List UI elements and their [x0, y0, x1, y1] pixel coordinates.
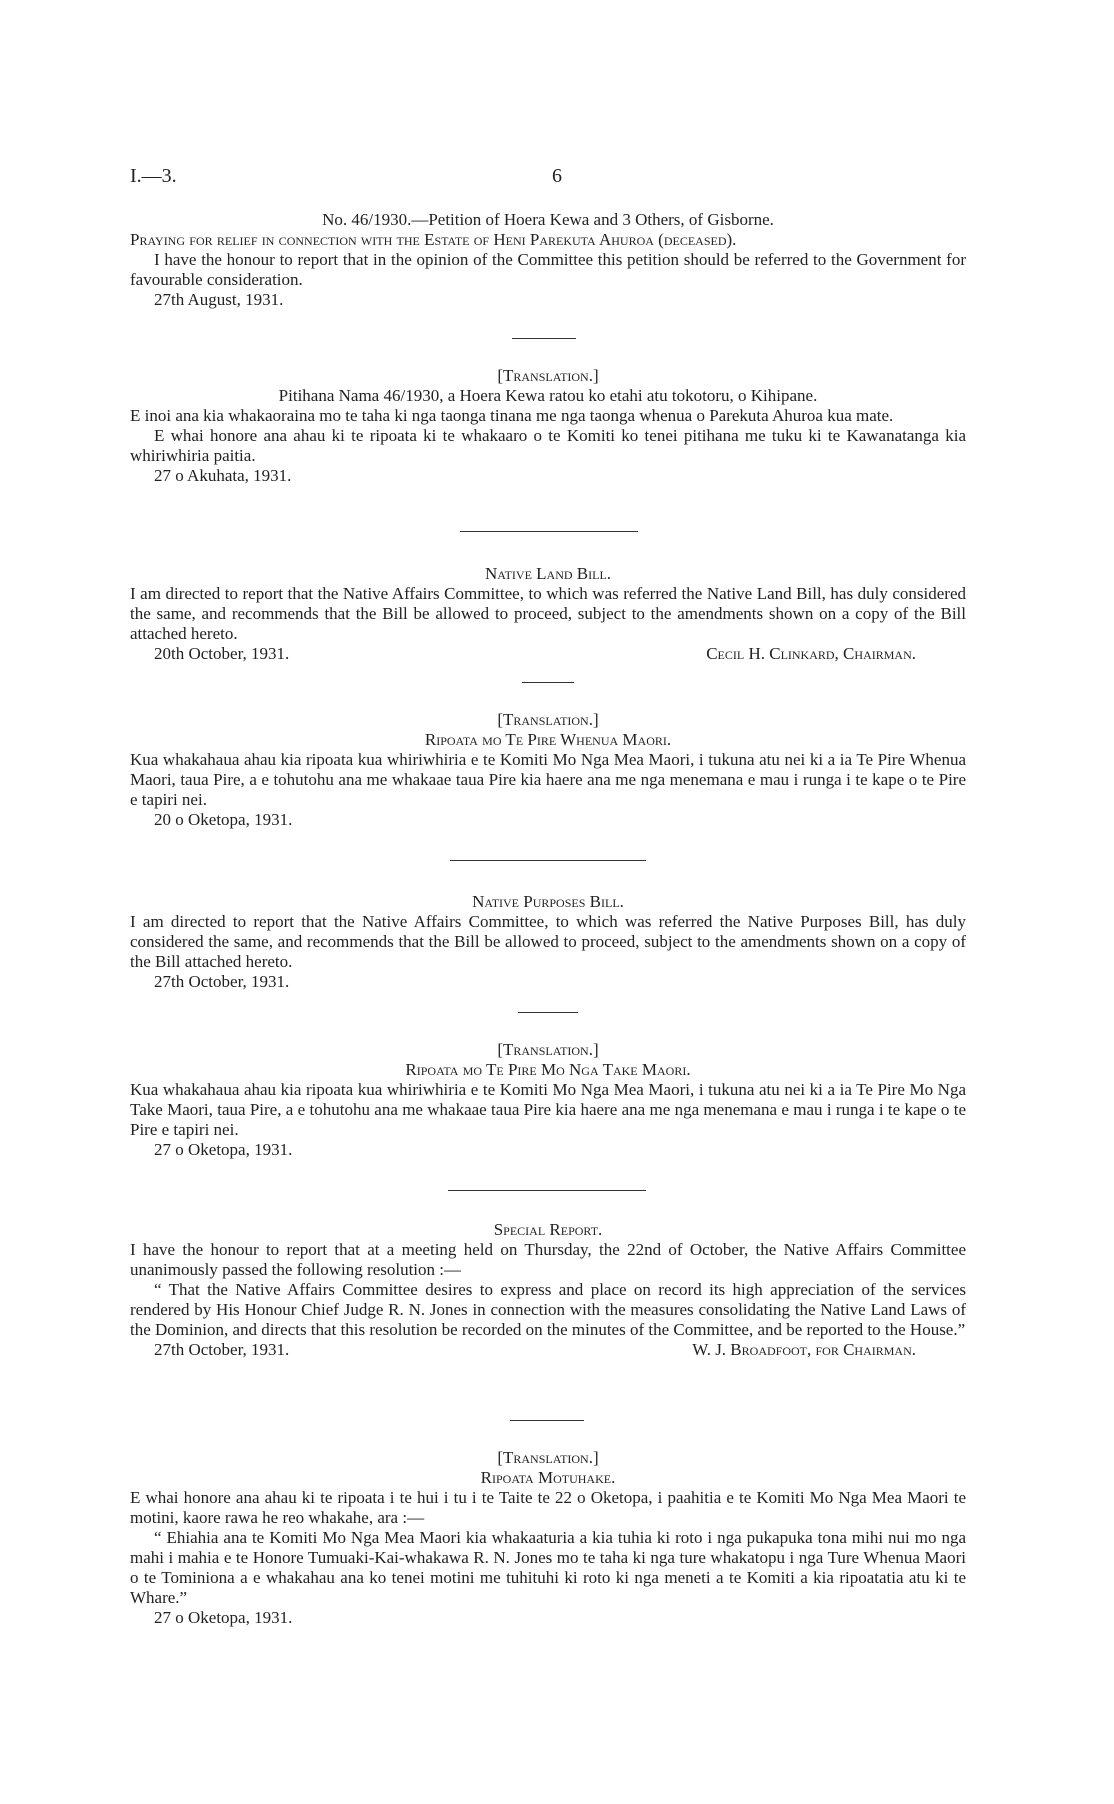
translation-1-inoi: E inoi ana kia whakaoraina mo te taha ki nga taonga tinana me nga taonga whenua o Parekuta Ahuroa kua mate. [130, 406, 894, 425]
section-divider [448, 1190, 646, 1191]
translation-1-report: E whai honore ana ahau ki te ripoata ki te whakaaro o te Komiti ko tenei pitihana me tuku ki te Kawanatanga kia whiriwhiria paitia. [130, 426, 966, 465]
section-divider [510, 1420, 584, 1421]
native-purposes-bill-date: 27th October, 1931. [154, 972, 290, 991]
translation-4-resolution: “ Ehiahia ana te Komiti Mo Nga Mea Maori kia whakaaturia a kia tuhia ki roto i nga pukapuka tona mihi nui mo nga mahi i mahia e te Honore Tumuaki-Kai-whakawa R. N. Jones mo te taha ki nga ture whakatopu i nga Ture Whenua Maori o te Tominiona a e whakahau ana ko tenei motini me tuhituhi ki roto ki nga meneti a te Komiti a kia ripoatatia atu ki te Whare.” [130, 1528, 966, 1607]
translation-3-date: 27 o Oketopa, 1931. [154, 1140, 293, 1159]
page-number: 6 [552, 165, 562, 187]
native-land-bill-date: 20th October, 1931. [154, 644, 290, 663]
translation-4-section [130, 1448, 966, 1628]
translation-3-body: Kua whakahaua ahau kia ripoata kua whiriwhiria e te Komiti Mo Nga Mea Maori, i tukuna atu nei ki a ia Te Pire Mo Nga Take Maori, taua Pire, a e tohutohu ana me whakaae taua Pire kia haere ana me nga menemana e mau i runga i te kape o te Pire e tapiri nei. [130, 1080, 966, 1139]
translation-3-heading: Ripoata mo Te Pire Mo Nga Take Maori. [405, 1060, 691, 1079]
special-report-signature-line [130, 1340, 966, 1360]
special-report-section [130, 1220, 966, 1360]
translation-label: [Translation.] [497, 710, 599, 729]
translation-1-date: 27 o Akuhata, 1931. [154, 466, 292, 485]
petition-praying: Praying for relief in connection with the Estate of Heni Parekuta Ahuroa (deceased). [130, 230, 737, 249]
translation-label: [Translation.] [497, 366, 599, 385]
translation-2-body: Kua whakahaua ahau kia ripoata kua whiriwhiria e te Komiti Mo Nga Mea Maori, i tukuna atu nei ki a ia Te Pire Whenua Maori, taua Pire, a e tohutohu ana me whakaae taua Pire kia haere ana me nga menemana e mau i runga i te kape o te Pire e tapiri nei. [130, 750, 966, 809]
translation-label: [Translation.] [497, 1448, 599, 1467]
special-report-date: 27th October, 1931. [154, 1340, 290, 1359]
translation-4-date: 27 o Oketopa, 1931. [154, 1608, 293, 1627]
native-purposes-bill-body: I am directed to report that the Native Affairs Committee, to which was referred the Native Purposes Bill, has duly considered the same, and recommends that the Bill be allowed to proceed, subject to the amendments shown on a copy of the Bill attached hereto. [130, 912, 966, 971]
translation-4-body: E whai honore ana ahau ki te ripoata i te hui i tu i te Taite te 22 o Oketopa, i paahitia e te Komiti Mo Nga Mea Maori te motini, kaore rawa he reo whakahe, ara :— [130, 1488, 966, 1527]
special-report-body: I have the honour to report that at a meeting held on Thursday, the 22nd of October, the Native Affairs Committee unanimously passed the following resolution :— [130, 1240, 966, 1279]
translation-2-section [130, 710, 966, 830]
native-land-bill-body: I am directed to report that the Native Affairs Committee, to which was referred the Native Land Bill, has duly considered the same, and recommends that the Bill be allowed to proceed, subject to the amendments shown on a copy of the Bill attached hereto. [130, 584, 966, 643]
petition-date: 27th August, 1931. [154, 290, 284, 309]
special-report-resolution: “ That the Native Affairs Committee desires to express and place on record its high appreciation of the services rendered by His Honour Chief Judge R. N. Jones in connection with the measures consolidating the Native Land Laws of the Dominion, and directs that this resolution be recorded on the minutes of the Committee, and be reported to the House.” [130, 1280, 966, 1339]
section-divider [450, 860, 646, 861]
section-divider [522, 682, 574, 683]
petition-title: No. 46/1930.—Petition of Hoera Kewa and 3 Others, of Gisborne. [322, 210, 774, 229]
petition-report: I have the honour to report that in the opinion of the Committee this petition should be referred to the Government for favourable consideration. [130, 250, 966, 289]
translation-2-heading: Ripoata mo Te Pire Whenua Maori. [424, 730, 672, 749]
translation-1-section [130, 366, 966, 486]
translation-label: [Translation.] [497, 1040, 599, 1059]
petition-section [130, 210, 966, 310]
native-land-bill-section [130, 564, 966, 664]
native-land-bill-heading: Native Land Bill. [484, 564, 612, 583]
translation-2-date: 20 o Oketopa, 1931. [154, 810, 293, 829]
native-purposes-bill-heading: Native Purposes Bill. [472, 892, 624, 911]
section-divider [460, 531, 638, 532]
parliamentary-paper-ref: I.—3. [130, 165, 177, 187]
native-purposes-bill-section [130, 892, 966, 992]
special-report-heading: Special Report. [493, 1220, 603, 1239]
section-divider [518, 1012, 578, 1013]
translation-4-heading: Ripoata Motuhake. [480, 1468, 616, 1487]
section-divider [512, 338, 576, 339]
special-report-signature: W. J. Broadfoot, for Chairman. [692, 1340, 916, 1359]
native-land-bill-signature: Cecil H. Clinkard, Chairman. [706, 644, 916, 663]
native-land-bill-signature-line [130, 644, 966, 664]
translation-3-section [130, 1040, 966, 1160]
translation-1-title: Pitihana Nama 46/1930, a Hoera Kewa ratou ko etahi atu tokotoru, o Kihipane. [278, 386, 818, 405]
